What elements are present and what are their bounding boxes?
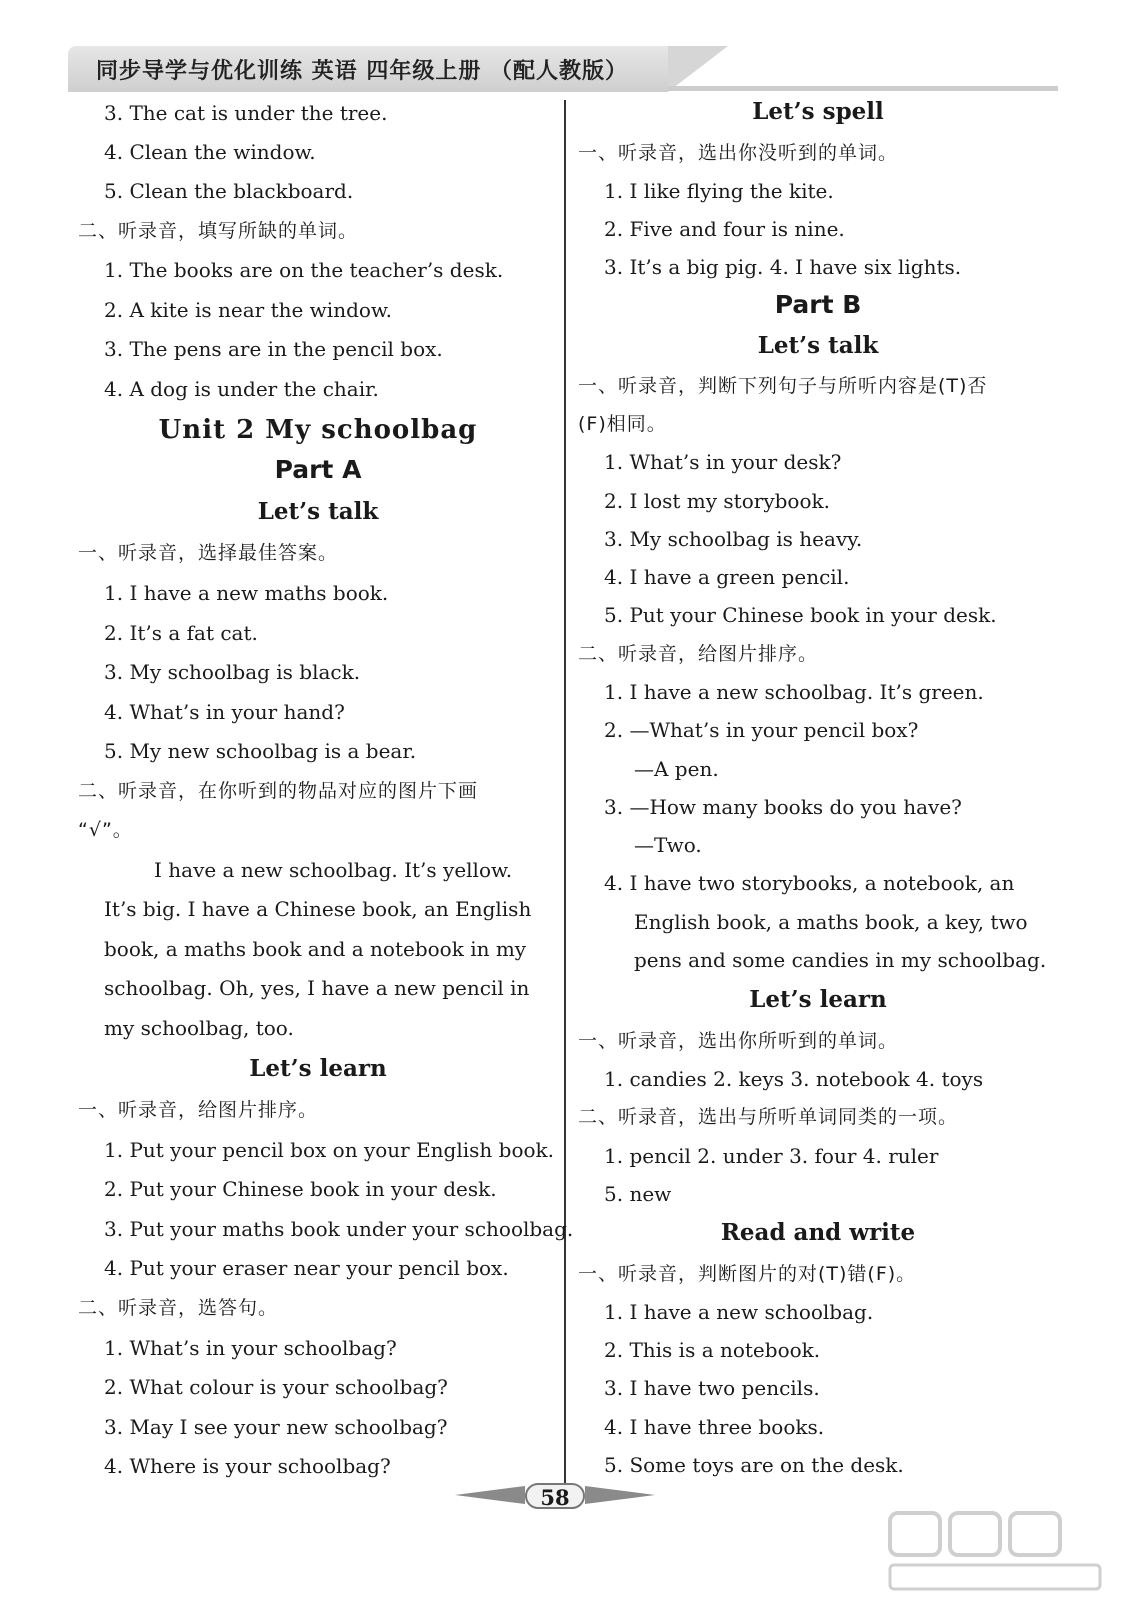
list-item: 2. A kite is near the window. [104, 298, 393, 322]
list-item: 2. It’s a fat cat. [104, 621, 258, 645]
exercise-instruction: 二、听录音，给图片排序。 [578, 643, 819, 665]
list-item: 4. I have two storybooks, a notebook, an [604, 871, 1015, 895]
list-item: 1. What’s in your schoolbag? [104, 1336, 397, 1360]
section-heading: Let’s talk [757, 332, 879, 359]
list-item: 4. Put your eraser near your pencil box. [104, 1256, 509, 1280]
section-heading: Let’s talk [257, 498, 379, 525]
list-item: 1. What’s in your desk? [604, 450, 842, 474]
list-item: 4. I have three books. [604, 1415, 825, 1439]
list-item: 5. Some toys are on the desk. [604, 1453, 904, 1477]
list-item: 5. My new schoolbag is a bear. [104, 739, 417, 763]
exercise-instruction: 二、听录音，在你听到的物品对应的图片下画 [78, 780, 479, 802]
exercise-instruction: 二、听录音，填写所缺的单词。 [78, 220, 359, 242]
exercise-instruction: 一、听录音，判断下列句子与所听内容是(T)否 [578, 375, 988, 397]
list-item: 3. I have two pencils. [604, 1376, 820, 1400]
list-item: 3. My schoolbag is black. [104, 660, 361, 684]
exercise-instruction: (F)相同。 [578, 413, 667, 435]
part-heading: Part B [774, 290, 862, 319]
exercise-instruction: 一、听录音，选出你所听到的单词。 [578, 1030, 899, 1052]
list-item: 2. What colour is your schoolbag? [104, 1375, 448, 1399]
exercise-instruction: 二、听录音，选出与所听单词同类的一项。 [578, 1106, 959, 1128]
list-item: 4. I have a green pencil. [604, 565, 850, 589]
list-item: 2. Five and four is nine. [604, 217, 845, 241]
exercise-instruction: 一、听录音，选出你没听到的单词。 [578, 142, 899, 164]
part-heading: Part A [274, 455, 362, 484]
list-item: 2. I lost my storybook. [604, 489, 830, 513]
passage-line: book, a maths book and a notebook in my [104, 937, 527, 961]
list-item: 4. A dog is under the chair. [104, 377, 379, 401]
list-item: 3. The cat is under the tree. [104, 101, 388, 125]
passage-line: my schoolbag, too. [104, 1016, 294, 1040]
list-item: 1. candies 2. keys 3. notebook 4. toys [604, 1067, 984, 1091]
column-divider [564, 100, 566, 1485]
watermark-logo [880, 1505, 1110, 1595]
list-item: 4. Where is your schoolbag? [104, 1454, 391, 1478]
list-item: 5. new [604, 1182, 672, 1206]
list-item: 2. This is a notebook. [604, 1338, 821, 1362]
list-item: 2. Put your Chinese book in your desk. [104, 1177, 497, 1201]
list-item: English book, a maths book, a key, two [634, 910, 1028, 934]
list-item: 3. My schoolbag is heavy. [604, 527, 863, 551]
section-heading: Let’s learn [249, 1055, 387, 1082]
list-item: —Two. [634, 833, 702, 857]
list-item: 1. Put your pencil box on your English book. [104, 1138, 555, 1162]
exercise-instruction: “√”。 [78, 819, 133, 841]
list-item: 3. —How many books do you have? [604, 795, 962, 819]
list-item: 3. It’s a big pig. 4. I have six lights. [604, 255, 962, 279]
list-item: 1. I have a new maths book. [104, 581, 389, 605]
page-number: 58 [525, 1483, 585, 1509]
section-heading: Read and write [720, 1219, 916, 1246]
list-item: 2. —What’s in your pencil box? [604, 718, 919, 742]
unit-title: Unit 2 My schoolbag [158, 415, 478, 445]
list-item: 5. Put your Chinese book in your desk. [604, 603, 997, 627]
list-item: 1. I have a new schoolbag. It’s green. [604, 680, 984, 704]
list-item: 4. Clean the window. [104, 140, 316, 164]
list-item: 3. The pens are in the pencil box. [104, 337, 443, 361]
exercise-instruction: 一、听录音，选择最佳答案。 [78, 542, 339, 564]
list-item: 1. pencil 2. under 3. four 4. ruler [604, 1144, 939, 1168]
book-title: 同步导学与优化训练 英语 四年级上册 （配人教版） [96, 59, 628, 84]
header-rule [668, 86, 1058, 91]
section-heading: Let’s spell [752, 98, 884, 125]
list-item: 1. I have a new schoolbag. [604, 1300, 874, 1324]
list-item: 1. The books are on the teacher’s desk. [104, 258, 504, 282]
exercise-instruction: 二、听录音，选答句。 [78, 1297, 279, 1319]
list-item: 1. I like flying the kite. [604, 179, 834, 203]
passage-line: It’s big. I have a Chinese book, an English [104, 897, 532, 921]
exercise-instruction: 一、听录音，判断图片的对(T)错(F)。 [578, 1263, 917, 1285]
list-item: 3. May I see your new schoolbag? [104, 1415, 448, 1439]
passage-line: I have a new schoolbag. It’s yellow. [154, 858, 513, 882]
passage-line: schoolbag. Oh, yes, I have a new pencil in [104, 976, 530, 1000]
list-item: —A pen. [634, 757, 719, 781]
list-item: 5. Clean the blackboard. [104, 179, 354, 203]
list-item: 3. Put your maths book under your schoolbag. [104, 1217, 574, 1241]
exercise-instruction: 一、听录音，给图片排序。 [78, 1099, 319, 1121]
section-heading: Let’s learn [749, 986, 887, 1013]
list-item: pens and some candies in my schoolbag. [634, 948, 1047, 972]
list-item: 4. What’s in your hand? [104, 700, 345, 724]
